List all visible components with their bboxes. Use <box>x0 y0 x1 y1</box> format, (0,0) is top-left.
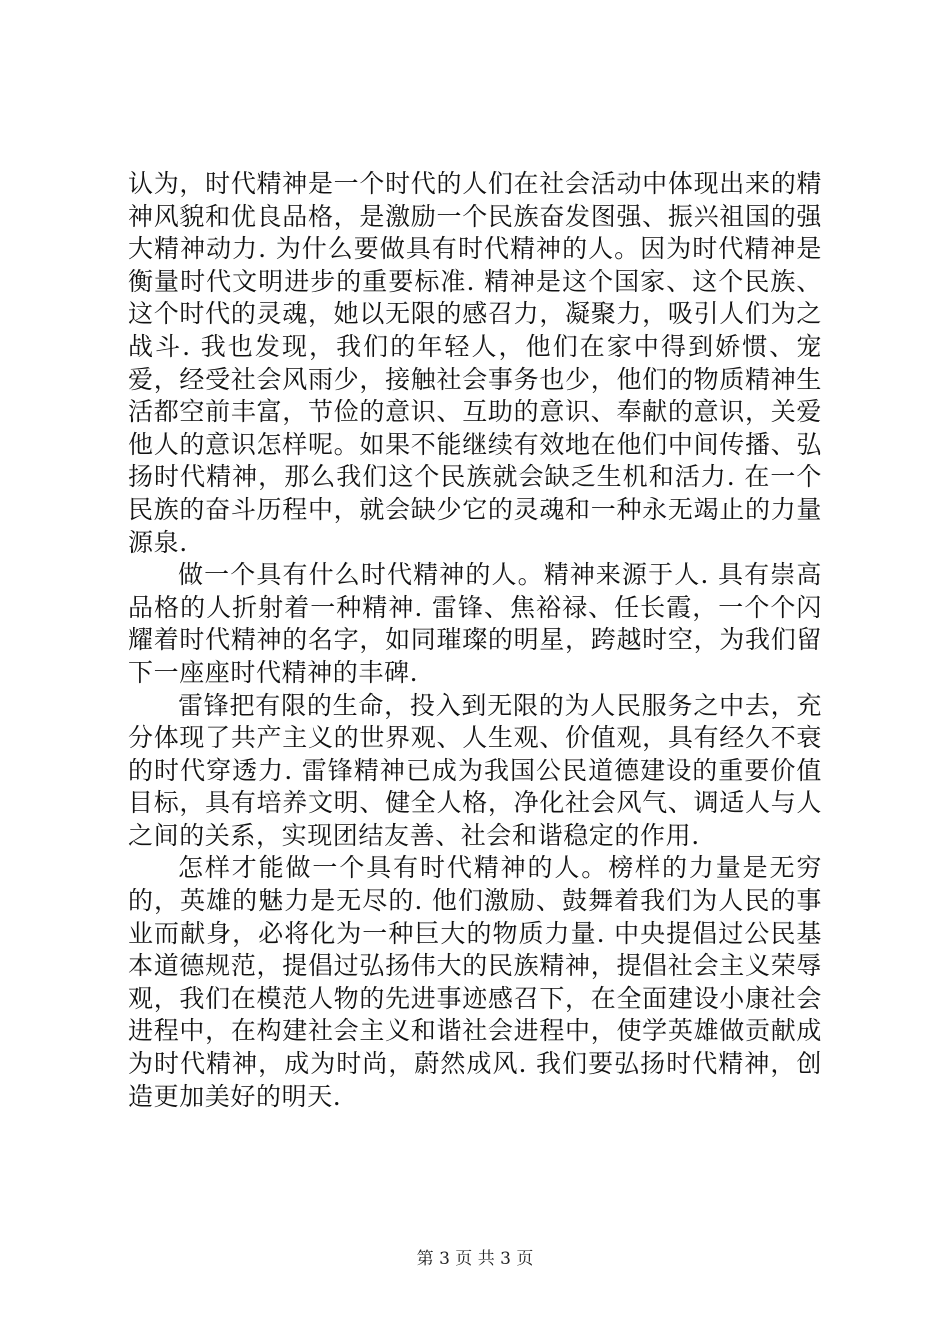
page-footer: 第 3 页 共 3 页 <box>416 1249 534 1269</box>
paragraph-4: 怎样才能做一个具有时代精神的人。榜样的力量是无穷的，英雄的魅力是无尽的. 他们激励、鼓舞着我们为人民的事业而献身，必将化为一种巨大的物质力量. 中央提倡过公民基本道德规范，提倡过弘扬伟大的民族精神，提倡社会主义荣辱观，我们在模范人物的先进事迹感召下，在全面建设小康社会进程中，在构建社会主义和谐社会进程中，使学英雄做贡献成为时代精神，成为时尚，蔚然成风. 我们要弘扬时代精神，创造更加美好的明天. <box>128 853 822 1111</box>
paragraph-2: 做一个具有什么时代精神的人。精神来源于人. 具有崇高品格的人折射着一种精神. 雷锋、焦裕禄、任长霞，一个个闪耀着时代精神的名字，如同璀璨的明星，跨越时空，为我们留下一座座时代精神的丰碑. <box>128 560 822 687</box>
paragraph-1: 认为，时代精神是一个时代的人们在社会活动中体现出来的精神风貌和优良品格，是激励一个民族奋发图强、振兴祖国的强大精神动力. 为什么要做具有时代精神的人。因为时代精神是衡量时代文明进步的重要标准. 精神是这个国家、这个民族、这个时代的灵魂，她以无限的感召力，凝聚力，吸引人们为之战斗. 我也发现，我们的年轻人，他们在家中得到娇惯、宠爱，经受社会风雨少，接触社会事务也少，他们的物质精神生活都空前丰富，节俭的意识、互助的意识、奉献的意识，关爱他人的意识怎样呢。如果不能继续有效地在他们中间传播、弘扬时代精神，那么我们这个民族就会缺乏生机和活力. 在一个民族的奋斗历程中，就会缺少它的灵魂和一种永无竭止的力量源泉. <box>128 169 822 557</box>
document-body <box>128 168 822 1113</box>
paragraph-3: 雷锋把有限的生命，投入到无限的为人民服务之中去，充分体现了共产主义的世界观、人生观、价值观，具有经久不衰的时代穿透力. 雷锋精神已成为我国公民道德建设的重要价值目标，具有培养文明、健全人格，净化社会风气、调适人与人之间的关系，实现团结友善、社会和谐稳定的作用. <box>128 690 822 850</box>
